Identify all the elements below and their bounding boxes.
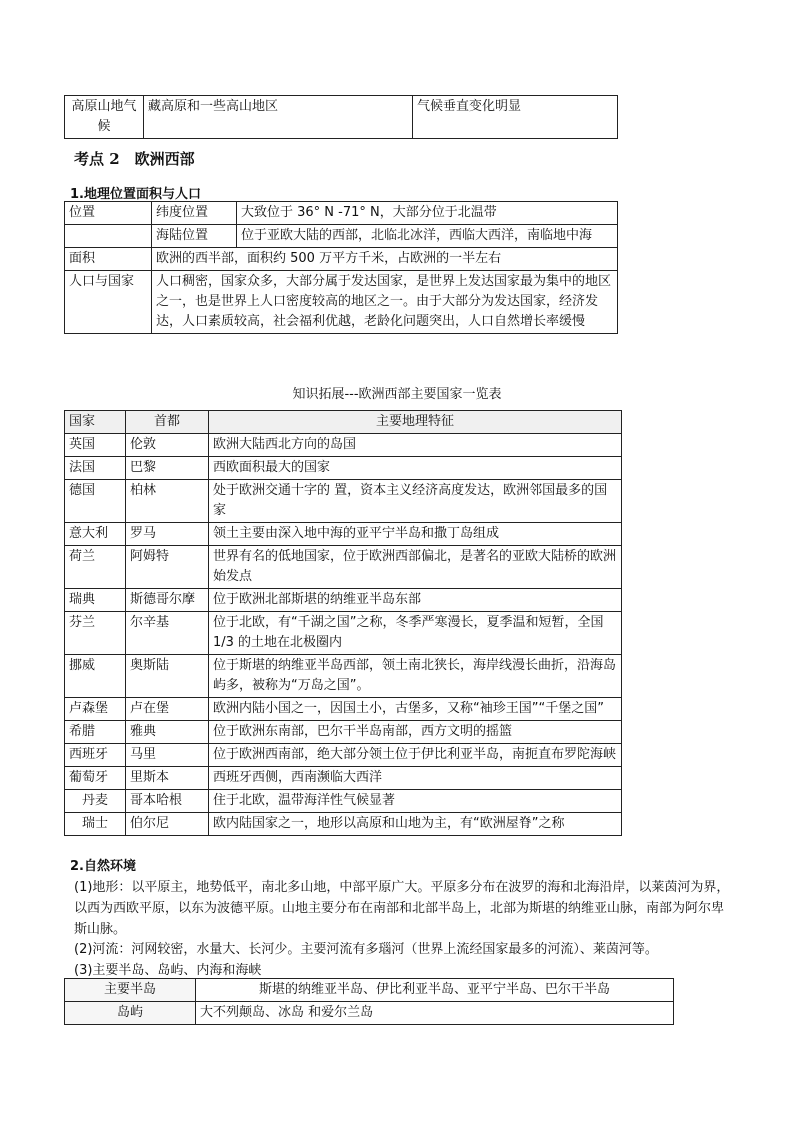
feature-cell: 住于北欧，温带海洋性气候显著 <box>209 790 622 813</box>
header-capital: 首都 <box>126 411 209 434</box>
population-label: 人口与国家 <box>65 271 152 334</box>
country-cell: 西班牙 <box>65 744 126 767</box>
table-row <box>65 546 622 589</box>
capital-cell: 马里 <box>126 744 209 767</box>
peninsula-value: 斯堪的纳维亚半岛、伊比利亚半岛、亚平宁半岛、巴尔干半岛 <box>196 979 674 1002</box>
population-value: 人口稠密，国家众多，大部分属于发达国家，是世界上发达国家最为集中的地区之一，也是世界上人口密度较高的地区之一。由于大部分为发达国家，经济发达，人口素质较高，社会福利优越，老龄化问题突出，人口自然增长率缓慢 <box>152 271 618 334</box>
subsection-title-nature: 2.自然环境 <box>70 859 136 874</box>
feature-cell: 处于欧洲交通十字的 置，资本主义经济高度发达，欧洲邻国最多的国家 <box>209 480 622 523</box>
island-value: 大不列颠岛、冰岛 和爱尔兰岛 <box>196 1002 674 1025</box>
feature-cell: 位于北欧，有“千湖之国”之称，冬季严寒漫长，夏季温和短暂，全国 1/3 的土地在北极圈内 <box>209 612 622 655</box>
country-cell: 丹麦 <box>65 790 126 813</box>
table-row <box>65 655 622 698</box>
country-cell: 卢森堡 <box>65 698 126 721</box>
table-row <box>65 698 622 721</box>
country-cell: 荷兰 <box>65 546 126 589</box>
table-row <box>65 589 622 612</box>
capital-cell: 雅典 <box>126 721 209 744</box>
climate-feature-cell: 气候垂直变化明显 <box>413 96 618 139</box>
table-header-row <box>65 411 622 434</box>
capital-cell: 奥斯陆 <box>126 655 209 698</box>
country-cell: 意大利 <box>65 523 126 546</box>
country-cell: 希腊 <box>65 721 126 744</box>
country-cell: 芬兰 <box>65 612 126 655</box>
sea-land-label: 海陆位置 <box>152 225 237 248</box>
capital-cell: 柏林 <box>126 480 209 523</box>
empty-cell <box>65 225 152 248</box>
table-row <box>65 480 622 523</box>
feature-cell: 欧洲内陆小国之一，因国土小，古堡多，又称“袖珍王国”“千堡之国” <box>209 698 622 721</box>
feature-cell: 领土主要由深入地中海的亚平宁半岛和撒丁岛组成 <box>209 523 622 546</box>
feature-cell: 位于欧洲西南部，绝大部分领土位于伊比利亚半岛，南扼直布罗陀海峡 <box>209 744 622 767</box>
header-feature: 主要地理特征 <box>209 411 622 434</box>
table-row <box>65 457 622 480</box>
geography-table <box>64 201 618 334</box>
capital-cell: 卢在堡 <box>126 698 209 721</box>
table-row <box>65 612 622 655</box>
peninsula-table <box>64 978 674 1025</box>
feature-cell: 位于欧洲北部斯堪的纳维亚半岛东部 <box>209 589 622 612</box>
country-cell: 德国 <box>65 480 126 523</box>
climate-region-cell: 藏高原和一些高山地区 <box>144 96 413 139</box>
feature-cell: 欧内陆国家之一，地形以高原和山地为主，有“欧洲屋脊”之称 <box>209 813 622 836</box>
latitude-value: 大致位于 36° N -71° N，大部分位于北温带 <box>237 202 618 225</box>
country-cell: 挪威 <box>65 655 126 698</box>
capital-cell: 尔辛基 <box>126 612 209 655</box>
country-cell: 葡萄牙 <box>65 767 126 790</box>
subsection-title-location: 1.地理位置面积与人口 <box>70 187 201 202</box>
peninsula-label: 主要半岛 <box>65 979 196 1002</box>
capital-cell: 斯德哥尔摩 <box>126 589 209 612</box>
table-row <box>65 744 622 767</box>
position-label: 位置 <box>65 202 152 225</box>
country-cell: 瑞典 <box>65 589 126 612</box>
latitude-label: 纬度位置 <box>152 202 237 225</box>
area-label: 面积 <box>65 248 152 271</box>
climate-table-fragment <box>64 95 618 139</box>
climate-type-cell: 高原山地气候 <box>65 96 144 139</box>
feature-cell: 欧洲大陆西北方向的岛国 <box>209 434 622 457</box>
capital-cell: 伦敦 <box>126 434 209 457</box>
sea-land-value: 位于亚欧大陆的西部，北临北冰洋，西临大西洋，南临地中海 <box>237 225 618 248</box>
terrain-paragraph: (1)地形：以平原主，地势低平，南北多山地，中部平原广大。平原多分布在波罗的海和北海沿岸，以莱茵河为界，以西为西欧平原，以东为波德平原。山地主要分布在南部和北部半岛上，北部为斯堪的纳维亚山脉，南部为阿尔卑斯山脉。 <box>74 880 730 937</box>
area-value: 欧洲的西半部，面积约 500 万平方千米，占欧洲的一半左右 <box>152 248 618 271</box>
capital-cell: 罗马 <box>126 523 209 546</box>
capital-cell: 里斯本 <box>126 767 209 790</box>
feature-cell: 位于欧洲东南部，巴尔干半岛南部，西方文明的摇篮 <box>209 721 622 744</box>
capital-cell: 巴黎 <box>126 457 209 480</box>
capital-cell: 伯尔尼 <box>126 813 209 836</box>
section-title: 考点 2 欧洲西部 <box>74 150 195 168</box>
table-row <box>65 523 622 546</box>
island-label: 岛屿 <box>65 1002 196 1025</box>
header-country: 国家 <box>65 411 126 434</box>
feature-cell: 位于斯堪的纳维亚半岛西部，领土南北狭长，海岸线漫长曲折，沿海岛屿多，被称为“万岛之国”。 <box>209 655 622 698</box>
extension-title: 知识拓展---欧洲西部主要国家一览表 <box>292 387 502 402</box>
feature-cell: 西欧面积最大的国家 <box>209 457 622 480</box>
table-row <box>65 767 622 790</box>
country-cell: 法国 <box>65 457 126 480</box>
peninsula-heading: (3)主要半岛、岛屿、内海和海峡 <box>74 963 262 978</box>
table-row <box>65 813 622 836</box>
country-cell: 英国 <box>65 434 126 457</box>
table-row <box>65 721 622 744</box>
country-cell: 瑞士 <box>65 813 126 836</box>
countries-table <box>64 410 622 836</box>
feature-cell: 世界有名的低地国家，位于欧洲西部偏北，是著名的亚欧大陆桥的欧洲始发点 <box>209 546 622 589</box>
table-row <box>65 434 622 457</box>
capital-cell: 哥本哈根 <box>126 790 209 813</box>
river-paragraph: (2)河流：河网较密，水量大、长河少。主要河流有多瑙河（世界上流经国家最多的河流）、莱茵河等。 <box>74 942 658 957</box>
table-row <box>65 790 622 813</box>
capital-cell: 阿姆特 <box>126 546 209 589</box>
feature-cell: 西班牙西侧，西南濒临大西洋 <box>209 767 622 790</box>
